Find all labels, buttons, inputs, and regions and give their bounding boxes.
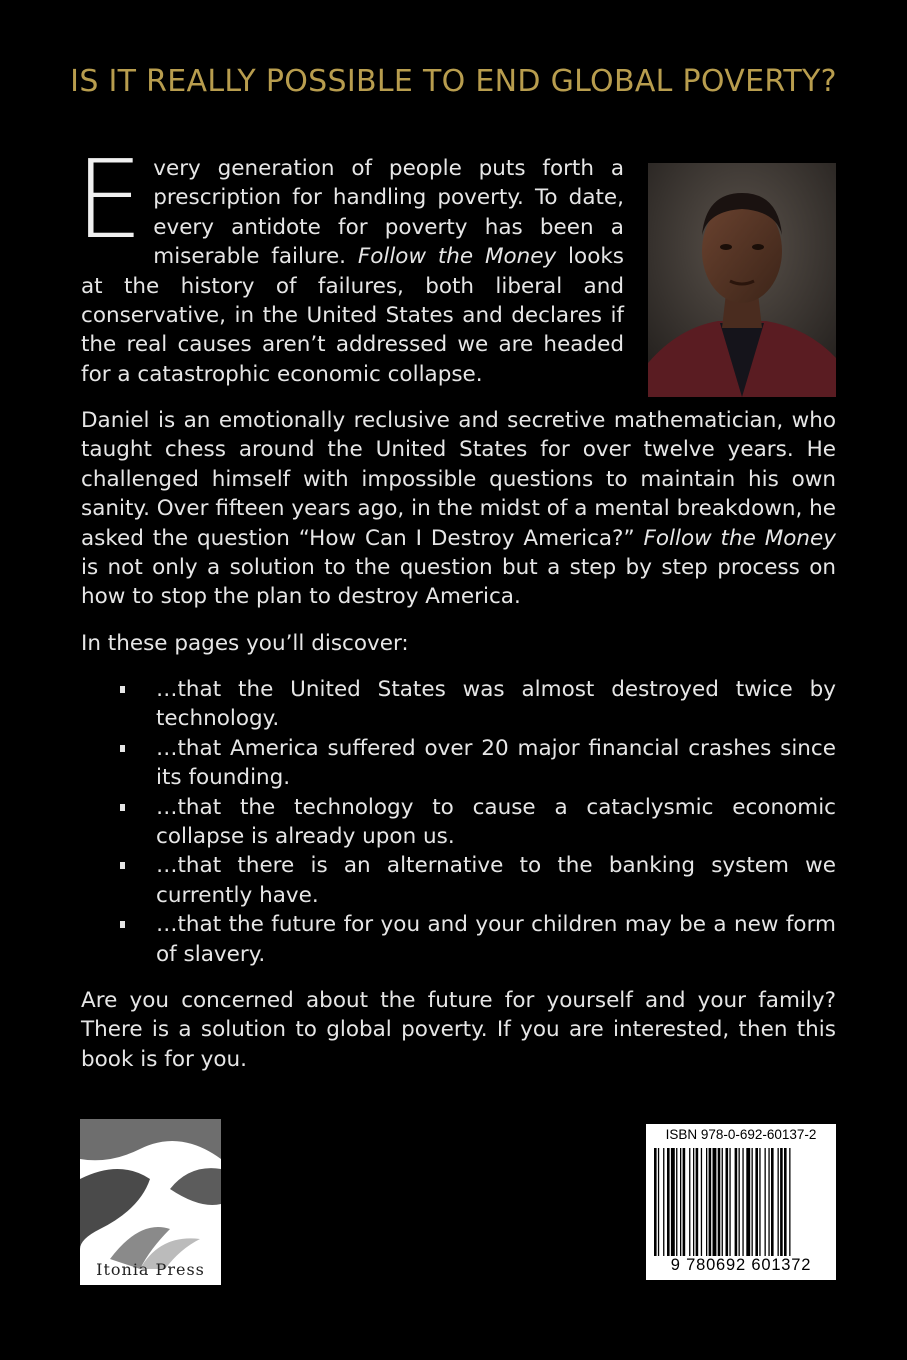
discover-intro: In these pages you’ll discover: — [81, 631, 409, 656]
bullet-icon — [120, 745, 125, 752]
barcode-bars — [654, 1148, 828, 1256]
author-bio-paragraph — [81, 406, 836, 612]
isbn-barcode — [646, 1124, 836, 1280]
list-item-text: …that America suffered over 20 major financial crashes since its founding. — [156, 735, 836, 791]
intro-paragraph — [75, 138, 624, 389]
intro-text-start: very generation of people puts forth a prescription for handling poverty. To date, every antidote for poverty has been a miserable failure. — [153, 156, 624, 270]
list-item — [81, 675, 836, 734]
list-item-text: …that the technology to cause a cataclysmic economic collapse is already upon us. — [156, 794, 836, 850]
list-item — [81, 734, 836, 793]
bio-book-title-italic: Follow the Money — [643, 525, 836, 551]
isbn-label: ISBN 978-0-692-60137-2 — [665, 1127, 817, 1142]
bullet-icon — [120, 921, 125, 928]
bio-text-start: Daniel is an emotionally reclusive and secretive mathematician, who taught chess around the United States for over twelve years. He challenged himself with impossible questions to maintain his own sanity. Over fifteen years ago, in the midst of a mental breakdown, he asked the question “How Can I Destroy America?” — [81, 408, 836, 551]
isbn-digits: 9 780692 601372 — [670, 1256, 812, 1274]
bullet-icon — [120, 686, 125, 693]
headline: IS IT REALLY POSSIBLE TO END GLOBAL POVERTY? — [70, 64, 837, 99]
bio-text-end: is not only a solution to the question but a step by step process on how to stop the plan to destroy America. — [81, 555, 836, 610]
list-item — [81, 793, 836, 852]
drop-cap: E — [75, 138, 144, 263]
list-item-text: …that the United States was almost destroyed twice by technology. — [156, 677, 836, 732]
publisher-logo — [80, 1119, 221, 1285]
list-item-text: …that the future for you and your children may be a new form of slavery. — [156, 912, 836, 967]
list-item-text: …that there is an alternative to the banking system we currently have. — [156, 853, 836, 908]
intro-text-end: looks at the history of failures, both liberal and conservative, in the United States and declares if the real causes aren’t addressed we are headed for a catastrophic economic collapse. — [81, 244, 624, 387]
publisher-name: Itonia Press — [96, 1260, 205, 1279]
book-title-italic: Follow the Money — [357, 244, 557, 270]
closing-paragraph: Are you concerned about the future for yourself and your family? There is a solution to global poverty. If you are interested, then this book is for you. — [81, 988, 836, 1072]
list-item — [81, 851, 836, 910]
bullet-icon — [120, 804, 125, 811]
discover-list — [81, 675, 836, 969]
list-item — [81, 910, 836, 969]
bullet-icon — [120, 862, 125, 869]
author-photo — [648, 163, 836, 397]
